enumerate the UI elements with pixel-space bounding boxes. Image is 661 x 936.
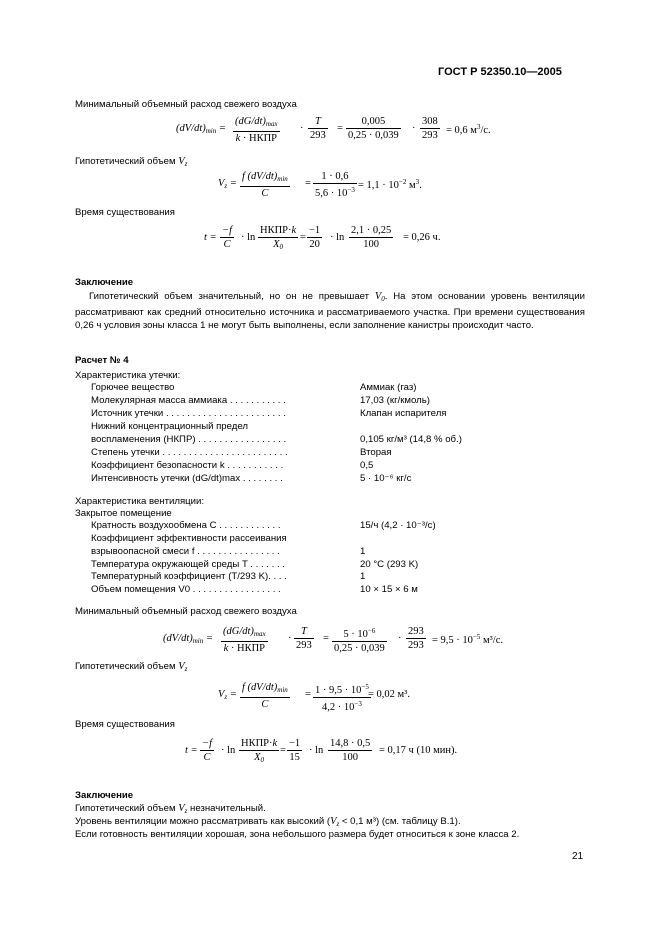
calc4-title: Расчет № 4 bbox=[75, 355, 129, 366]
volume-label-1: Гипотетический объем $V_z$ bbox=[75, 156, 188, 168]
leak-value: 5 · 10⁻⁶ кг/с bbox=[360, 473, 412, 484]
leak-value: Аммиак (газ) bbox=[360, 382, 417, 393]
leak-label: Коэффициент безопасности k . . . . . . . . . . . bbox=[91, 460, 284, 471]
leak-label: Источник утечки . . . . . . . . . . . . . . . . . . . . . . . bbox=[91, 408, 286, 419]
page-number: 21 bbox=[572, 851, 584, 862]
conclusion-text-1: Гипотетический объем значительный, но он не превышает $V_0$. На этом основании уровень вентиляции рассматривают как средний относительно источника и рассматриваемого участка. При времени существования 0,26 ч условия зоны класса 1 не могут быть выполнены, если заполнение канистры происходит часто. bbox=[75, 291, 585, 331]
vent-value: 1 bbox=[360, 546, 366, 557]
time-label-1: Время существования bbox=[75, 207, 175, 218]
vent-label: Коэффициент эффективности рассеивания bbox=[91, 533, 287, 544]
vent-label: Объем помещения V0 . . . . . . . . . . . . . . . . . bbox=[91, 584, 281, 595]
leak-value: 17,03 (кг/кмоль) bbox=[360, 395, 430, 406]
conclusion-line-3: Если готовность вентиляции хорошая, зона небольшого размера будет относиться к зоне класса 2. bbox=[75, 829, 520, 840]
conclusion-line-1: Гипотетический объем $V_z$ незначительный. bbox=[75, 803, 266, 815]
formula-numerator: 0,005 bbox=[346, 116, 401, 129]
leak-label: воспламенения (НКПР) . . . . . . . . . . . . . . . . . bbox=[91, 434, 287, 445]
vent-label: Кратность воздухообмена C . . . . . . . . . . . . bbox=[91, 520, 281, 531]
leak-label: Горючее вещество bbox=[91, 382, 175, 393]
min-flow-label-2: Минимальный объемный расход свежего воздуха bbox=[75, 606, 297, 617]
vent-label: взрывоопасной смеси f . . . . . . . . . . . . . . . . bbox=[91, 546, 280, 557]
ventilation-characteristics-title: Характеристика вентиляции: bbox=[75, 496, 205, 507]
conclusion-line-2: Уровень вентиляции можно рассматривать как высокий ($V_z < 0,1$ м³) (см. таблицу В.1). bbox=[75, 816, 461, 828]
vent-label: Температура окружающей среды T . . . . . . . bbox=[91, 559, 285, 570]
leak-value: 0,105 кг/м³ (14,8 % об.) bbox=[360, 434, 462, 445]
min-flow-label-1: Минимальный объемный расход свежего воздуха bbox=[75, 99, 297, 110]
formula-denominator: 0,25 · 0,039 bbox=[348, 130, 399, 141]
leak-value: 0,5 bbox=[360, 460, 374, 471]
vent-value: 15/ч (4,2 · 10⁻³/с) bbox=[360, 520, 436, 531]
conclusion-title-1: Заключение bbox=[75, 277, 134, 288]
leak-label: Молекулярная масса аммиака . . . . . . . . . . . bbox=[91, 395, 286, 406]
leak-value: Клапан испарителя bbox=[360, 408, 447, 419]
leak-value: Вторая bbox=[360, 447, 392, 458]
ventilation-room-type: Закрытое помещение bbox=[75, 508, 172, 519]
time-label-2: Время существования bbox=[75, 719, 175, 730]
vent-value: 1 bbox=[360, 571, 366, 582]
conclusion-title-2: Заключение bbox=[75, 790, 134, 801]
document-standard-number: ГОСТ Р 52350.10—2005 bbox=[438, 66, 562, 78]
leak-characteristics-title: Характеристика утечки: bbox=[75, 370, 181, 381]
volume-label-2: Гипотетический объем $V_z$ bbox=[75, 661, 188, 673]
vent-value: 20 °C (293 K) bbox=[360, 559, 419, 570]
leak-label: Степень утечки . . . . . . . . . . . . . . . . . . . . . . . . bbox=[91, 447, 288, 458]
vent-value: 10 × 15 × 6 м bbox=[360, 584, 418, 595]
vent-label: Температурный коэффициент (T/293 K). . . . bbox=[91, 571, 287, 582]
leak-label: Интенсивность утечки (dG/dt)max . . . . . . . . bbox=[91, 473, 283, 484]
leak-label: Нижний концентрационный предел bbox=[91, 421, 248, 432]
